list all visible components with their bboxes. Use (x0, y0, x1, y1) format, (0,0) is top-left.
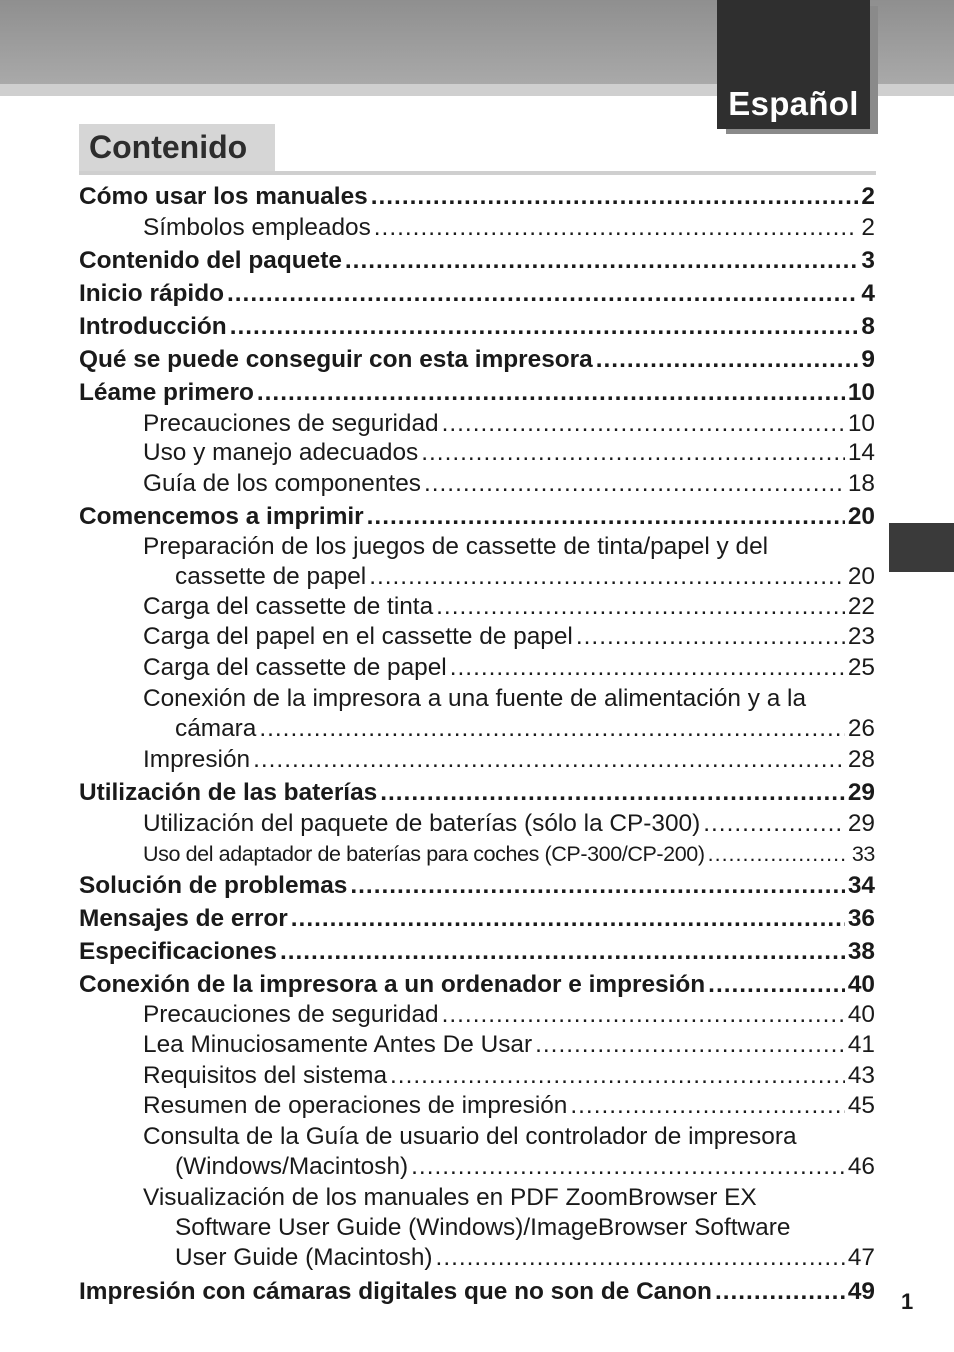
toc-leader-dots (450, 653, 845, 683)
toc-chapter[interactable] (79, 970, 875, 1000)
toc-entry-title: Mensajes de error (79, 905, 288, 932)
toc-leader-dots (708, 839, 849, 869)
toc-entry[interactable] (175, 562, 875, 592)
toc-entry-title: Utilización del paquete de baterías (sólo la CP-300) (143, 810, 701, 837)
toc-entry-page: 20 (847, 503, 875, 530)
page-number: 1 (901, 1289, 914, 1314)
toc-entry-title: Carga del cassette de papel (143, 654, 447, 681)
toc-entry-title: cámara (175, 715, 257, 742)
toc-leader-dots (371, 182, 859, 212)
toc-entry-page: 25 (847, 654, 875, 681)
toc-entry-page: 2 (861, 183, 875, 210)
toc-chapter[interactable] (79, 312, 875, 342)
toc-leader-dots (227, 279, 858, 309)
toc-entry-page: 40 (847, 1001, 875, 1028)
toc-entry-title: Cómo usar los manuales (79, 183, 368, 210)
toc-entry[interactable] (143, 622, 875, 652)
toc-leader-dots (411, 1152, 845, 1182)
toc-entry-page: 47 (847, 1244, 875, 1271)
toc-entry-title: Léame primero (79, 379, 254, 406)
toc-leader-dots (350, 871, 845, 901)
toc-entry-title-line: Preparación de los juegos de cassette de tinta/papel y del (143, 533, 769, 560)
toc-entry-page: 34 (847, 872, 875, 899)
toc-chapter[interactable] (79, 502, 875, 532)
toc-leader-dots (570, 1091, 844, 1121)
section-title: Contenido (89, 129, 248, 165)
toc-entry[interactable] (143, 469, 875, 499)
toc-leader-dots (374, 213, 859, 243)
toc-entry[interactable] (175, 1152, 875, 1182)
toc-leader-dots (424, 469, 845, 499)
toc-entry[interactable] (143, 839, 875, 869)
toc-entry-page: 33 (851, 842, 875, 866)
toc-entry-page: 38 (847, 938, 875, 965)
toc-entry-page: 10 (847, 410, 875, 437)
toc-entry[interactable] (143, 1000, 875, 1030)
toc-chapter[interactable] (79, 871, 875, 901)
toc-entry-title: Lea Minuciosamente Antes De Usar (143, 1031, 533, 1058)
title-underline (79, 171, 876, 175)
toc-entry-page: 26 (847, 715, 875, 742)
toc-entry-title: Comencemos a imprimir (79, 503, 364, 530)
toc-leader-dots (257, 378, 845, 408)
toc-entry-title: User Guide (Macintosh) (175, 1244, 433, 1271)
toc-entry-page: 23 (847, 623, 875, 650)
toc-entry-title: Qué se puede conseguir con esta impresora (79, 346, 593, 373)
toc-entry-page: 22 (847, 593, 875, 620)
toc-chapter[interactable] (79, 345, 875, 375)
toc-leader-dots (390, 1061, 845, 1091)
language-tab (717, 0, 870, 129)
toc-entry-title: Inicio rápido (79, 280, 224, 307)
toc-leader-dots (230, 312, 859, 342)
toc-leader-dots (421, 438, 845, 468)
toc-entry-page: 14 (847, 439, 875, 466)
toc-entry-page: 18 (847, 470, 875, 497)
toc-entry-page: 46 (847, 1153, 875, 1180)
toc-entry-page: 20 (847, 563, 875, 590)
toc-entry-title-line: Conexión de la impresora a una fuente de alimentación y a la (143, 685, 807, 712)
toc-entry-title-line: Consulta de la Guía de usuario del controlador de impresora (143, 1123, 797, 1150)
toc-chapter[interactable] (79, 904, 875, 934)
toc-entry[interactable] (175, 714, 875, 744)
toc-chapter[interactable] (79, 378, 875, 408)
toc-leader-dots (345, 246, 859, 276)
toc-entry[interactable] (175, 1243, 875, 1273)
section-side-tab (889, 523, 954, 572)
toc-entry-title: Guía de los componentes (143, 470, 421, 497)
toc-entry-title: Conexión de la impresora a un ordenador e impresión (79, 971, 706, 998)
toc-leader-dots (715, 1277, 845, 1307)
toc-chapter[interactable] (79, 778, 875, 808)
toc-entry-page: 41 (847, 1031, 875, 1058)
toc-leader-dots (259, 714, 845, 744)
toc-entry-page: 43 (847, 1062, 875, 1089)
toc-entry-title: Contenido del paquete (79, 247, 342, 274)
toc-entry[interactable] (143, 1030, 875, 1060)
toc-entry[interactable] (143, 213, 875, 243)
toc-leader-dots (708, 970, 845, 1000)
toc-leader-dots (703, 809, 845, 839)
toc-entry-page: 40 (847, 971, 875, 998)
toc-entry[interactable] (143, 745, 875, 775)
toc-entry-page: 3 (861, 247, 875, 274)
language-label: Español (728, 85, 859, 122)
toc-leader-dots (280, 937, 845, 967)
toc-entry-page: 29 (847, 810, 875, 837)
toc-leader-dots (291, 904, 845, 934)
toc-entry-page: 10 (847, 379, 875, 406)
toc-entry-page: 4 (861, 280, 875, 307)
toc-entry-page: 49 (847, 1278, 875, 1305)
toc-entry[interactable] (143, 1061, 875, 1091)
toc-leader-dots (535, 1030, 845, 1060)
toc-entry-page: 29 (847, 779, 875, 806)
toc-entry-title: Precauciones de seguridad (143, 410, 439, 437)
section-title-box (79, 124, 275, 171)
toc-leader-dots (253, 745, 845, 775)
toc-entry-title: Uso y manejo adecuados (143, 439, 419, 466)
toc-entry-page: 28 (847, 746, 875, 773)
toc-chapter[interactable] (79, 279, 875, 309)
toc-chapter[interactable] (79, 1277, 875, 1307)
toc-entry-title: (Windows/Macintosh) (175, 1153, 409, 1180)
toc-leader-dots (436, 592, 845, 622)
toc-entry-page: 2 (861, 214, 875, 241)
toc-entry-title: Símbolos empleados (143, 214, 371, 241)
toc-leader-dots (380, 778, 845, 808)
toc-entry-title: Impresión (143, 746, 251, 773)
toc-entry[interactable] (143, 409, 875, 439)
toc-entry-title: Requisitos del sistema (143, 1062, 388, 1089)
toc-leader-dots (436, 1243, 845, 1273)
toc-entry-title: Uso del adaptador de baterías para coches (CP-300/CP-200) (143, 842, 705, 866)
toc-entry-title: Introducción (79, 313, 227, 340)
toc-entry[interactable] (143, 438, 875, 468)
toc-entry-page: 45 (847, 1092, 875, 1119)
toc-leader-dots (369, 562, 845, 592)
toc-entry-title-line: Visualización de los manuales en PDF ZoomBrowser EX (143, 1184, 757, 1211)
toc-entry-title: Utilización de las baterías (79, 779, 378, 806)
toc-entry-title: Precauciones de seguridad (143, 1001, 439, 1028)
toc-leader-dots (367, 502, 845, 532)
toc-entry-title: cassette de papel (175, 563, 367, 590)
toc-entry-title: Carga del cassette de tinta (143, 593, 434, 620)
toc-chapter[interactable] (79, 937, 875, 967)
toc-entry-page: 9 (861, 346, 875, 373)
toc-entry-title: Impresión con cámaras digitales que no son de Canon (79, 1278, 712, 1305)
toc-leader-dots (576, 622, 845, 652)
toc-entry-title: Carga del papel en el cassette de papel (143, 623, 573, 650)
toc-leader-dots (596, 345, 859, 375)
toc-entry[interactable] (143, 592, 875, 622)
toc-entry[interactable] (143, 653, 875, 683)
toc-entry-title-line: Software User Guide (Windows)/ImageBrowser Software (175, 1214, 791, 1241)
toc-entry-title: Especificaciones (79, 938, 277, 965)
toc-leader-dots (442, 1000, 845, 1030)
toc-entry[interactable] (143, 1091, 875, 1121)
toc-entry-page: 36 (847, 905, 875, 932)
toc-leader-dots (442, 409, 845, 439)
toc-entry-title: Resumen de operaciones de impresión (143, 1092, 568, 1119)
toc-entry-title: Solución de problemas (79, 872, 348, 899)
toc-entry[interactable] (143, 809, 875, 839)
toc-chapter[interactable] (79, 182, 875, 212)
toc-chapter[interactable] (79, 246, 875, 276)
toc-entry-page: 8 (861, 313, 875, 340)
